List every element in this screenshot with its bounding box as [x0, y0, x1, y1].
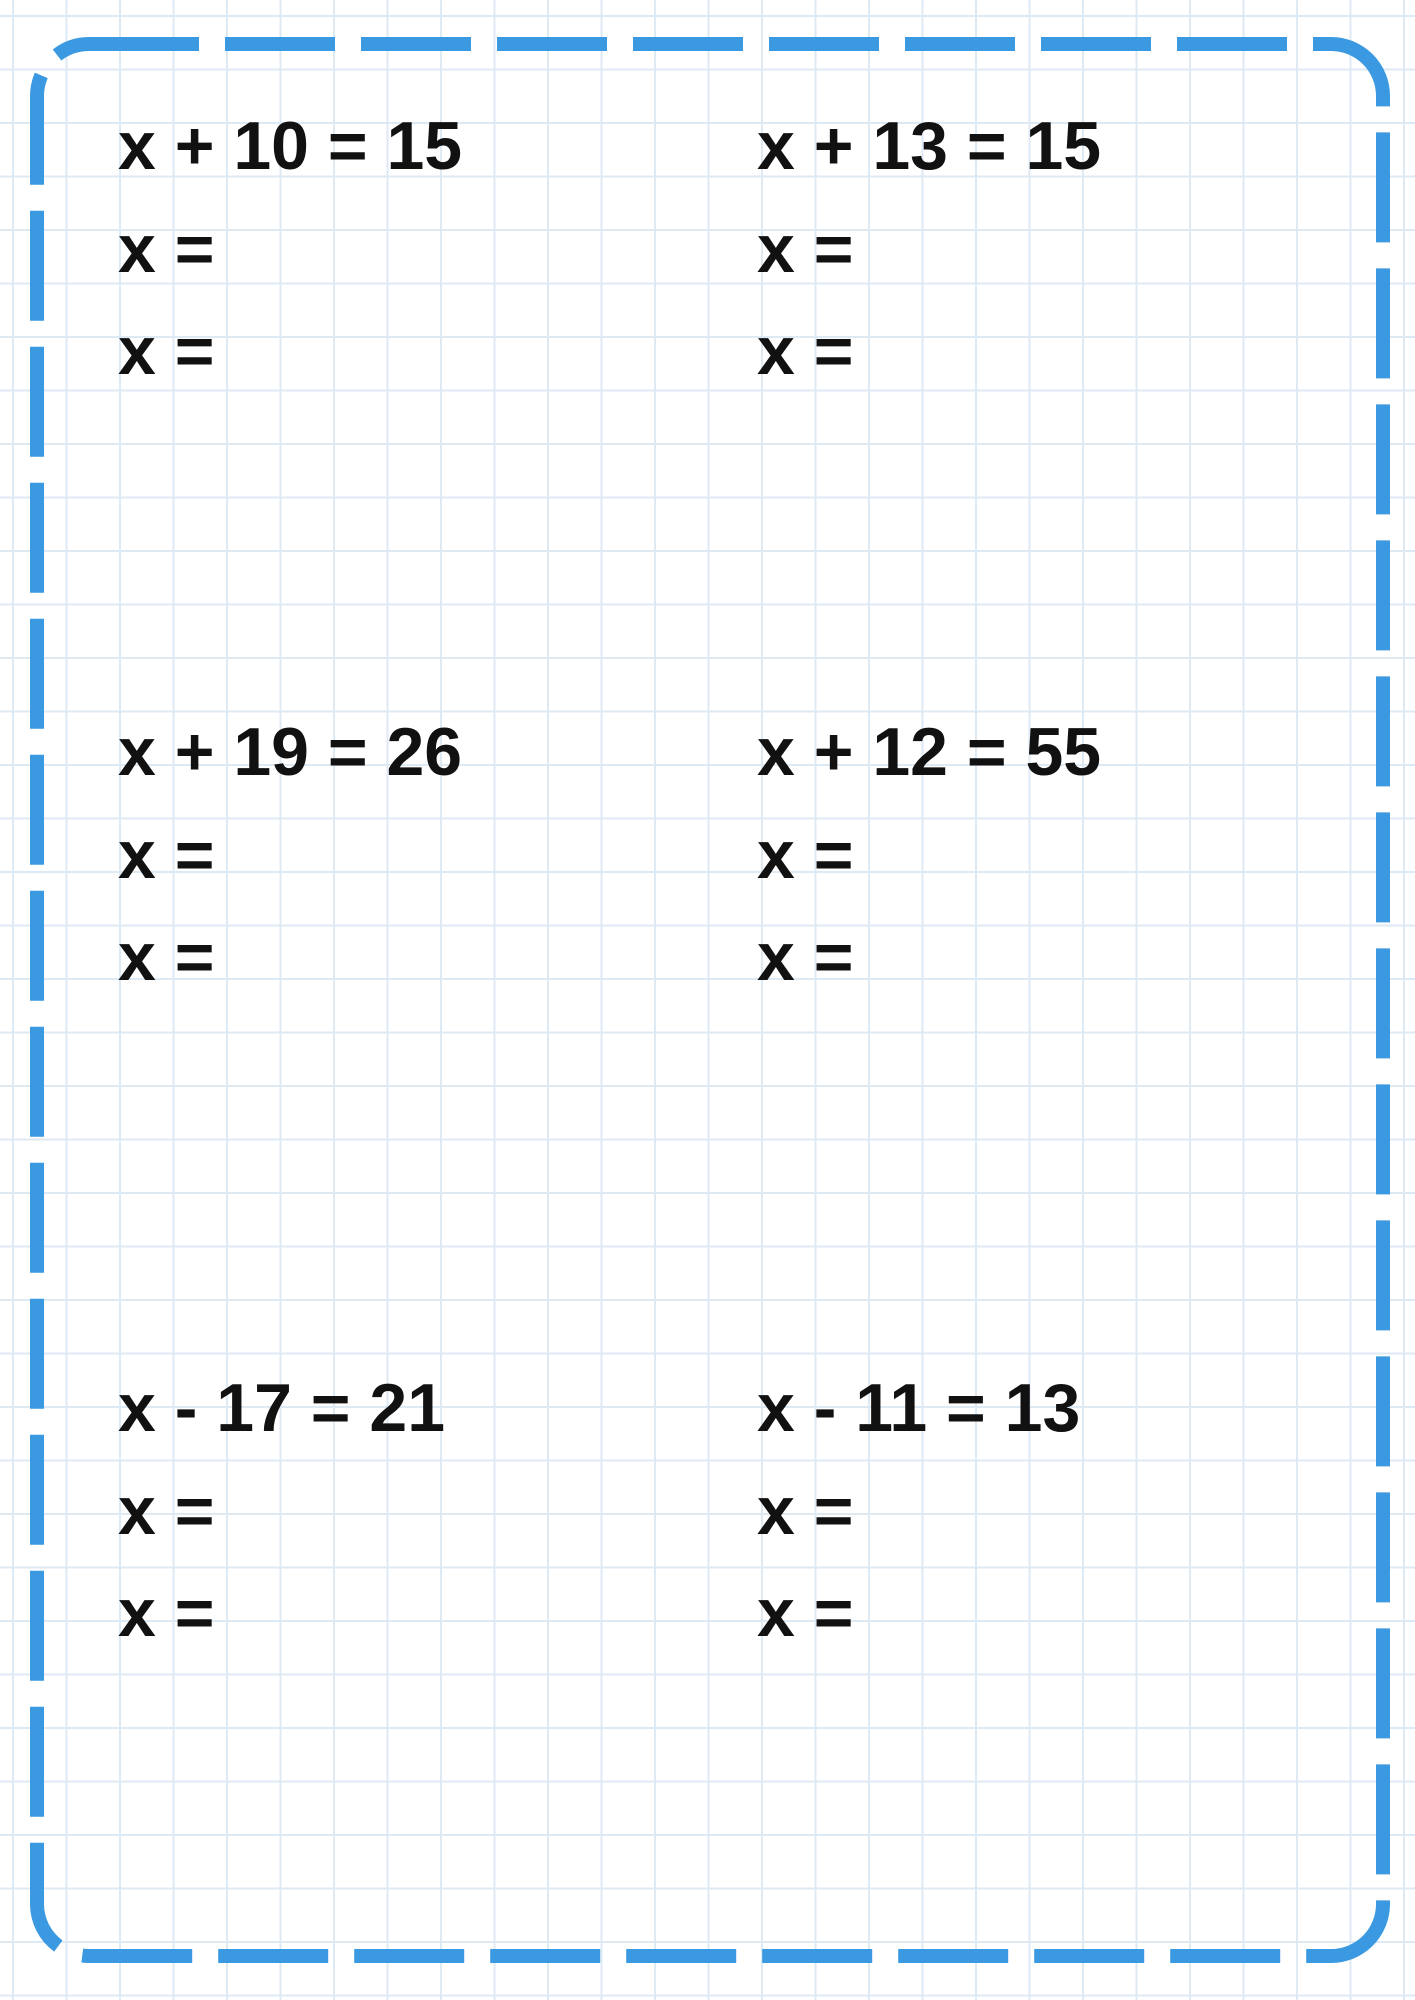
answer-step-1: x = [118, 211, 215, 287]
equation-text: x + 10 = 15 [118, 108, 463, 184]
problem-1 [118, 108, 718, 412]
problem-5 [118, 1370, 718, 1674]
answer-step-2: x = [118, 919, 215, 995]
answer-step-2: x = [118, 1575, 215, 1651]
answer-step-1: x = [757, 211, 854, 287]
equation-text: x - 17 = 21 [118, 1370, 446, 1446]
problem-3 [118, 714, 718, 1018]
answer-step-1: x = [118, 1473, 215, 1549]
answer-step-1: x = [118, 817, 215, 893]
equation-text: x - 11 = 13 [757, 1370, 1081, 1446]
equation-text: x + 13 = 15 [757, 108, 1102, 184]
problem-4 [757, 714, 1357, 1018]
equation-text: x + 12 = 55 [757, 714, 1102, 790]
equation-text: x + 19 = 26 [118, 714, 463, 790]
problem-6 [757, 1370, 1357, 1674]
answer-step-2: x = [757, 919, 854, 995]
answer-step-2: x = [757, 1575, 854, 1651]
answer-step-2: x = [757, 313, 854, 389]
answer-step-1: x = [757, 817, 854, 893]
answer-step-1: x = [757, 1473, 854, 1549]
problem-2 [757, 108, 1357, 412]
answer-step-2: x = [118, 313, 215, 389]
